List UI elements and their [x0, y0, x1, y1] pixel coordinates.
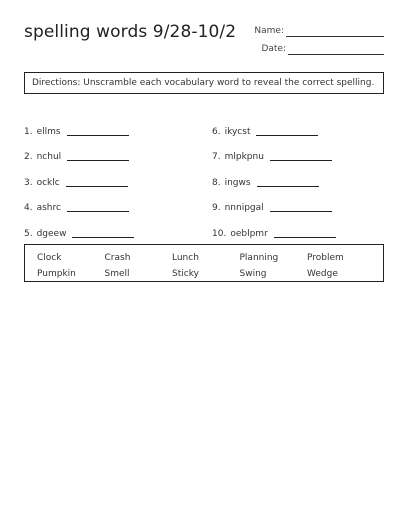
question-item — [24, 111, 204, 137]
answer-blank — [66, 178, 128, 187]
answer-blank — [67, 152, 129, 161]
question-number: 6. — [212, 126, 221, 137]
word-bank-grid — [37, 250, 375, 282]
date-label: Date: — [261, 44, 286, 54]
question-item — [212, 162, 392, 188]
scrambled-word: mlpkpnu — [224, 152, 264, 162]
word-bank-item: Swing — [239, 269, 267, 279]
questions-right-column — [212, 111, 392, 239]
question-number: 2. — [24, 152, 33, 162]
question-item — [212, 188, 392, 214]
date-blank-line — [288, 44, 384, 55]
word-bank-item: Smell — [104, 269, 130, 279]
word-bank-item: Wedge — [307, 269, 338, 279]
answer-blank — [67, 203, 129, 212]
scrambled-word: ocklc — [36, 177, 60, 188]
question-number: 4. — [24, 203, 33, 213]
name-blank-line — [286, 26, 384, 37]
question-number: 7. — [212, 152, 221, 162]
word-bank-item: Problem — [307, 253, 344, 263]
question-number: 1. — [24, 126, 33, 137]
directions-box — [24, 72, 384, 94]
scrambled-word: nchul — [36, 152, 62, 162]
question-number: 9. — [212, 203, 221, 213]
answer-blank — [274, 229, 336, 238]
question-number: 3. — [24, 177, 33, 188]
question-item — [212, 137, 392, 163]
scrambled-word: dgeew — [36, 228, 67, 239]
answer-blank — [67, 127, 129, 136]
word-bank-item: Planning — [239, 253, 279, 263]
answer-blank — [257, 178, 319, 187]
word-bank-item: Lunch — [172, 253, 199, 263]
question-number: 10. — [212, 228, 227, 239]
question-item — [212, 213, 392, 239]
scrambled-word: ashrc — [36, 203, 61, 213]
name-label: Name: — [254, 26, 284, 36]
scrambled-word: ingws — [224, 177, 251, 188]
answer-blank — [270, 152, 332, 161]
scrambled-word: ikycst — [224, 126, 251, 137]
scrambled-word: oeblpmr — [230, 228, 268, 239]
scrambled-word: nnnipgal — [224, 203, 264, 213]
scrambled-word: ellms — [36, 126, 61, 137]
question-item — [212, 111, 392, 137]
question-number: 5. — [24, 228, 33, 239]
question-item — [24, 188, 204, 214]
question-number: 8. — [212, 177, 221, 188]
word-bank-item: Sticky — [172, 269, 199, 279]
answer-blank — [72, 229, 134, 238]
name-field — [254, 26, 384, 37]
questions-left-column — [24, 111, 204, 239]
word-bank-item: Pumpkin — [37, 269, 76, 279]
date-field — [261, 44, 384, 55]
answer-blank — [256, 127, 318, 136]
question-item — [24, 162, 204, 188]
word-bank-box — [24, 244, 384, 282]
page-title: spelling words 9/28-10/2 — [24, 22, 237, 42]
word-bank-item: Clock — [37, 253, 62, 263]
question-item — [24, 137, 204, 163]
directions-text: Directions: Unscramble each vocabulary word to reveal the correct spelling. — [32, 78, 375, 88]
answer-blank — [270, 203, 332, 212]
word-bank-item: Crash — [104, 253, 131, 263]
question-item — [24, 213, 204, 239]
